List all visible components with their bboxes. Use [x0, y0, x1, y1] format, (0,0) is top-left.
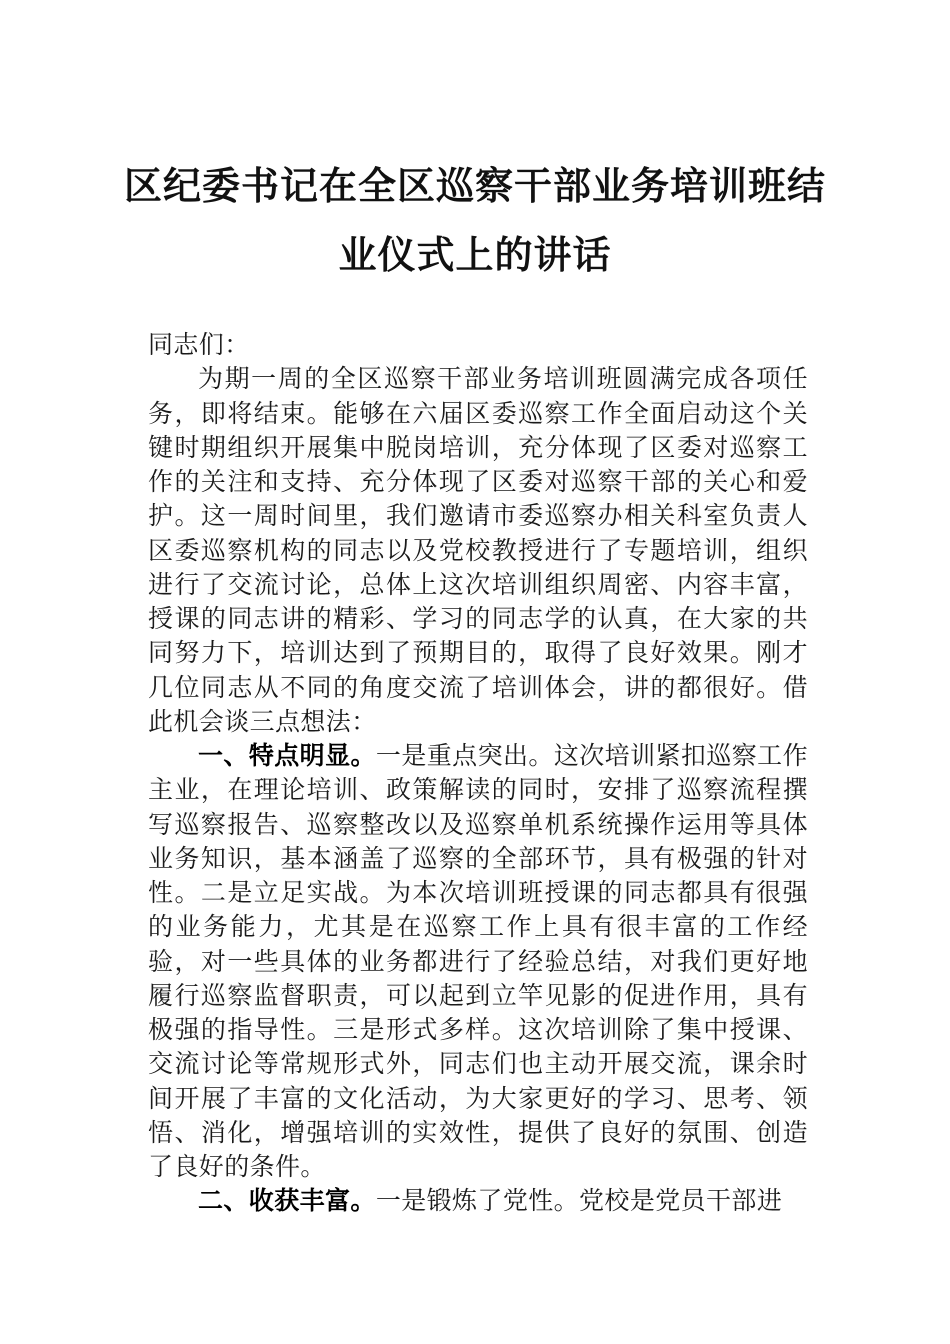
paragraph-section-2 — [148, 1184, 808, 1218]
section-1-heading: 一、特点明显。 — [198, 741, 376, 770]
section-2-heading: 二、收获丰富。 — [198, 1186, 376, 1216]
paragraph-intro: 为期一周的全区巡察干部业务培训班圆满完成各项任务，即将结束。能够在六届区委巡察工作全面启动这个关键时期组织开展集中脱岗培训，充分体现了区委对巡察工作的关注和支持、充分体现了区委对巡察干部的关心和爱护。这一周时间里，我们邀请市委巡察办相关科室负责人区委巡察机构的同志以及党校教授进行了专题培训，组织进行了交流讨论，总体上这次培训组织周密、内容丰富，授课的同志讲的精彩、学习的同志学的认真，在大家的共同努力下，培训达到了预期目的，取得了良好效果。刚才几位同志从不同的角度交流了培训体会，讲的都很好。借此机会谈三点想法： — [148, 364, 808, 736]
document-body — [148, 328, 808, 1219]
document-title-line-2: 业仪式上的讲话 — [338, 232, 612, 277]
salutation: 同志们： — [148, 330, 250, 359]
document-title-line-1: 区纪委书记在全区巡察干部业务培训班结 — [123, 163, 826, 208]
paragraph-section-1 — [148, 739, 808, 1184]
section-1-text: 一是重点突出。这次培训紧扣巡察工作主业，在理论培训、政策解读的同时，安排了巡察流程撰写巡察报告、巡察整改以及巡察单机系统操作运用等具体业务知识，基本涵盖了巡察的全部环节，具有极强的针对性。二是立足实战。为本次培训班授课的同志都具有很强的业务能力，尤其是在巡察工作上具有很丰富的工作经验，对一些具体的业务都进行了经验总结，对我们更好地履行巡察监督职责，可以起到立竿见影的促进作用，具有极强的指导性。三是形式多样。这次培训除了集中授课、交流讨论等常规形式外，同志们也主动开展交流，课余时间开展了丰富的文化活动，为大家更好的学习、思考、领悟、消化，增强培训的实效性，提供了良好的氛围、创造了良好的条件。 — [148, 741, 808, 1181]
section-2-text: 一是锻炼了党性。党校是党员干部进 — [375, 1186, 783, 1216]
